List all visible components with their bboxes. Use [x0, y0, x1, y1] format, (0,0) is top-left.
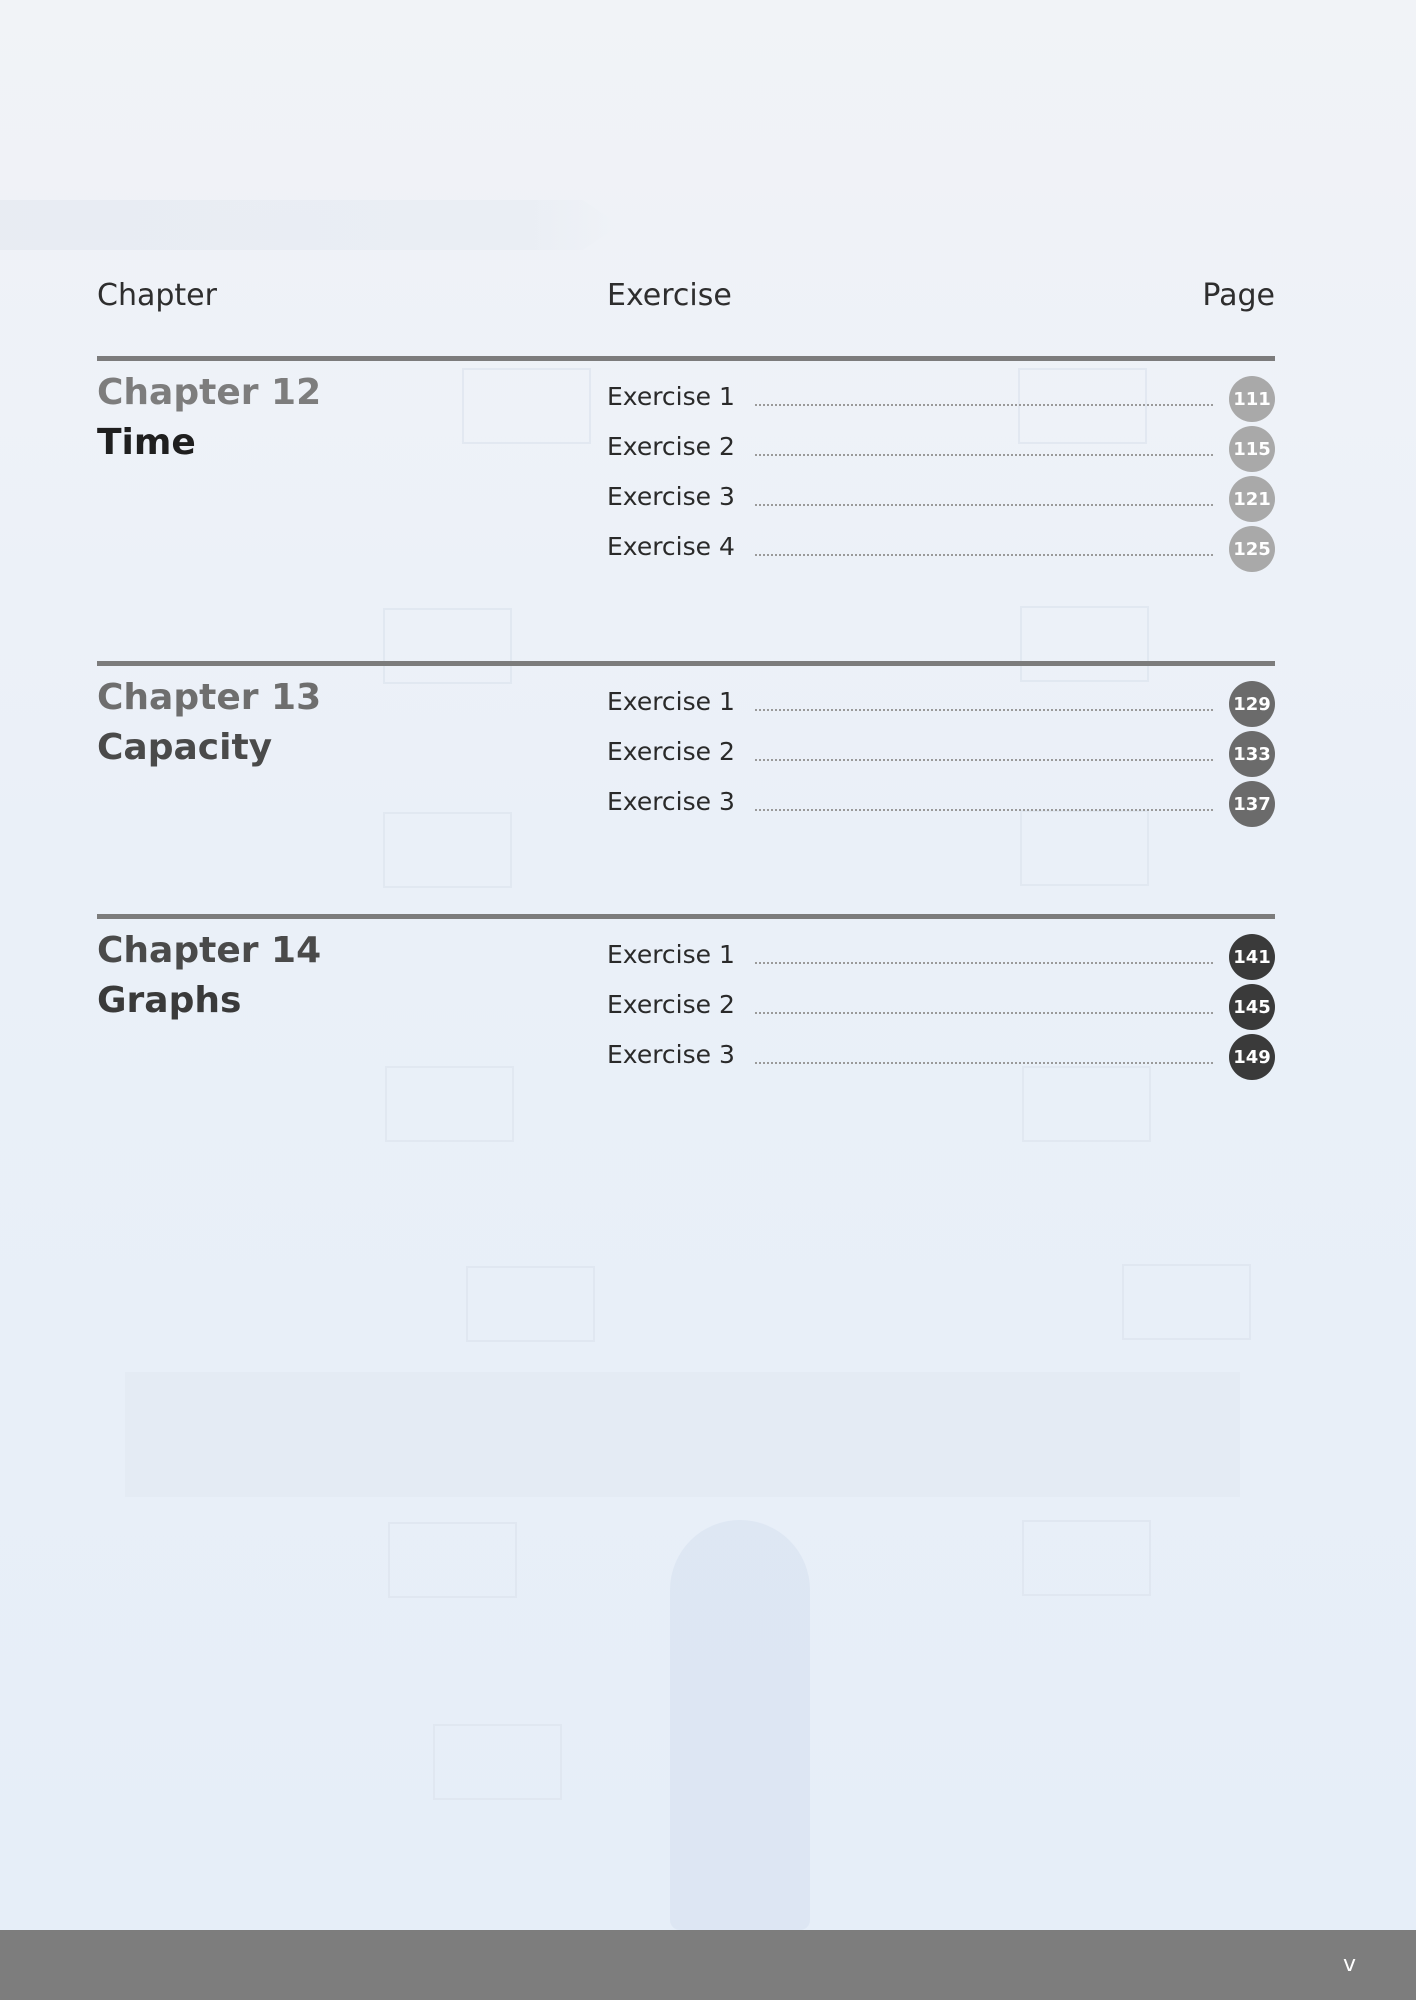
- show-through-illustration: [670, 1520, 810, 1930]
- show-through-box: [385, 1066, 514, 1142]
- exercise-entry[interactable]: [607, 426, 1275, 470]
- exercise-label: Exercise 3: [607, 1040, 735, 1069]
- exercise-entry[interactable]: [607, 1034, 1275, 1078]
- chapter-column-header: Chapter: [97, 278, 217, 313]
- show-through-banner: [0, 200, 620, 250]
- exercise-entry[interactable]: [607, 781, 1275, 825]
- footer-bar: [0, 1930, 1416, 2000]
- leader-dots: [755, 404, 1213, 406]
- exercise-label: Exercise 1: [607, 382, 735, 411]
- show-through-box: [388, 1522, 517, 1598]
- table-of-contents-header: [97, 270, 1275, 320]
- exercise-label: Exercise 2: [607, 990, 735, 1019]
- leader-dots: [755, 809, 1213, 811]
- leader-dots: [755, 554, 1213, 556]
- section-divider: [97, 661, 1275, 666]
- show-through-box: [433, 1724, 562, 1800]
- page-number-badge: 115: [1229, 426, 1275, 472]
- leader-dots: [755, 504, 1213, 506]
- leader-dots: [755, 1062, 1213, 1064]
- exercise-label: Exercise 1: [607, 687, 735, 716]
- exercise-label: Exercise 2: [607, 737, 735, 766]
- exercise-column-header: Exercise: [607, 278, 732, 313]
- show-through-box: [383, 812, 512, 888]
- page-number-badge: 125: [1229, 526, 1275, 572]
- chapter-title: Capacity: [97, 727, 273, 768]
- page-number-badge: 149: [1229, 1034, 1275, 1080]
- show-through-box: [466, 1266, 595, 1342]
- exercise-entry[interactable]: [607, 376, 1275, 420]
- exercise-label: Exercise 1: [607, 940, 735, 969]
- exercise-entry[interactable]: [607, 731, 1275, 775]
- page-number-badge: 133: [1229, 731, 1275, 777]
- chapter-number: Chapter 12: [97, 372, 322, 413]
- page-number-badge: 121: [1229, 476, 1275, 522]
- chapter-number: Chapter 13: [97, 677, 322, 718]
- show-through-callout: [125, 1372, 1240, 1497]
- exercise-entry[interactable]: [607, 934, 1275, 978]
- page-number-badge: 137: [1229, 781, 1275, 827]
- exercise-entry[interactable]: [607, 681, 1275, 725]
- chapter-title: Graphs: [97, 980, 242, 1021]
- leader-dots: [755, 709, 1213, 711]
- exercise-entry[interactable]: [607, 526, 1275, 570]
- page-column-header: Page: [1202, 278, 1275, 313]
- exercise-label: Exercise 3: [607, 787, 735, 816]
- exercise-entry[interactable]: [607, 476, 1275, 520]
- chapter-title: Time: [97, 422, 196, 463]
- page-number: v: [1342, 1952, 1356, 1977]
- exercise-label: Exercise 2: [607, 432, 735, 461]
- leader-dots: [755, 1012, 1213, 1014]
- page-number-badge: 111: [1229, 376, 1275, 422]
- show-through-box: [1020, 606, 1149, 682]
- chapter-number: Chapter 14: [97, 930, 322, 971]
- page-number-badge: 129: [1229, 681, 1275, 727]
- show-through-box: [462, 368, 591, 444]
- page-number-badge: 145: [1229, 984, 1275, 1030]
- section-divider: [97, 914, 1275, 919]
- show-through-box: [383, 608, 512, 684]
- leader-dots: [755, 759, 1213, 761]
- page-number-badge: 141: [1229, 934, 1275, 980]
- show-through-box: [1122, 1264, 1251, 1340]
- exercise-label: Exercise 4: [607, 532, 735, 561]
- exercise-label: Exercise 3: [607, 482, 735, 511]
- leader-dots: [755, 454, 1213, 456]
- exercise-entry[interactable]: [607, 984, 1275, 1028]
- show-through-box: [1022, 1520, 1151, 1596]
- section-divider: [97, 356, 1275, 361]
- leader-dots: [755, 962, 1213, 964]
